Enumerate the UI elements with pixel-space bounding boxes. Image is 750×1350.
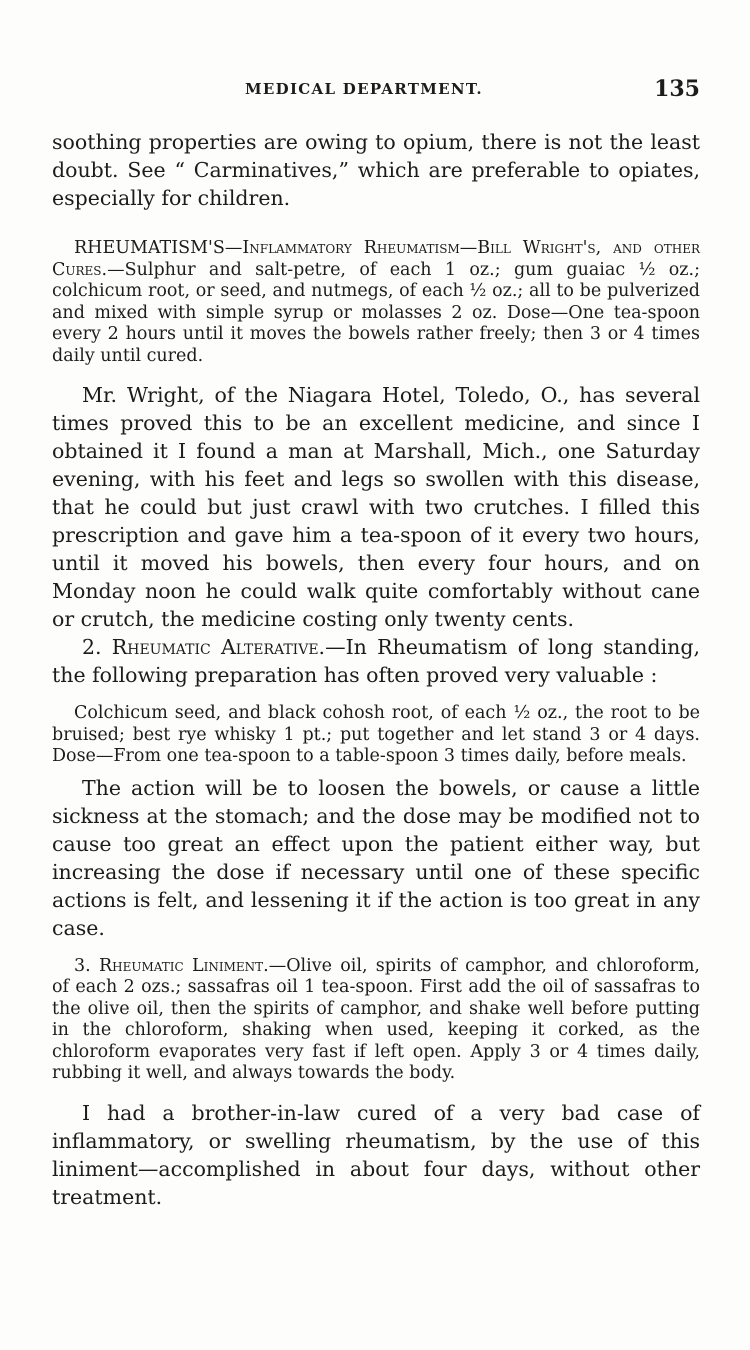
recipe-liniment (52, 956, 700, 1085)
recipe-heading: Rheumatic Liniment. (98, 955, 269, 976)
recipe-text: —Olive oil, spirits of camphor, and chloroform, of each 2 ozs.; sassafras oil 1 tea-spoon. First add the oil of sassafras to the olive oil, then the spirits of camphor, and shake well before putting in the chloroform, shaking when used, keeping it corked, as the chloroform evaporates very fast if left open. Apply 3 or 4 times daily, rubbing it well, and always towards the body. (52, 955, 700, 1083)
section-text: —In Rheumatism of long standing, the following preparation has often proved very valuable : (52, 635, 700, 687)
section-rheumatic-alterative (52, 633, 700, 689)
paragraph-brother-in-law: I had a brother-in-law cured of a very bad case of inflammatory, or swelling rheumatism, by the use of this liniment—accomplished in about four days, without other treatment. (52, 1100, 700, 1209)
section-number: 2. (82, 635, 102, 659)
page-number: 135 (654, 76, 700, 102)
running-head: MEDICAL DEPARTMENT. (245, 80, 483, 98)
recipe-text: —Sulphur and salt-petre, of each 1 oz.; gum guaiac ½ oz.; colchicum root, or seed, and nutmegs, of each ½ oz.; all to be pulverized and mixed with simple syrup or molasses 2 oz. Dose—One tea-spoon every 2 hours until it moves the bowels rather freely; then 3 or 4 times daily until cured. (52, 259, 700, 366)
paragraph-continuation: soothing properties are owing to opium, there is not the least doubt. See “ Carminatives,” which are preferable to opiates, especially for children. (52, 130, 700, 210)
recipe-rheumatism (52, 238, 700, 367)
recipe-heading: RHEUMATISM'S—Inflammatory Rheumatism—Bill Wright's, and other Cures. (52, 238, 700, 280)
paragraph-action: The action will be to loosen the bowels, or cause a little sickness at the stomach; and the dose may be modified not to cause too great an effect upon the patient either way, but increasing the dose if necessary until one of these specific actions is felt, and lessening it if the action is too great in any case. (52, 775, 700, 940)
section-heading: Rheumatic Alterative. (111, 635, 326, 659)
page-header (0, 78, 750, 108)
page-body (52, 128, 700, 1211)
paragraph-wright-testimony: Mr. Wright, of the Niagara Hotel, Toledo, O., has several times proved this to be an excellent medicine, and since I obtained it I found a man at Marshall, Mich., one Saturday evening, with his feet and legs so swollen with this disease, that he could but just crawl with two crutches. I filled this prescription and gave him a tea-spoon of it every two hours, until it moved his bowels, then every four hours, and on Monday noon he could walk quite comfortably without cane or crutch, the medicine costing only twenty cents. (52, 383, 700, 631)
section-number: 3. (74, 955, 91, 976)
recipe-alterative: Colchicum seed, and black cohosh root, of each ½ oz., the root to be bruised; best rye whisky 1 pt.; put together and let stand 3 or 4 days. Dose—From one tea-spoon to a table-spoon 3 times daily, before meals. (52, 703, 700, 766)
